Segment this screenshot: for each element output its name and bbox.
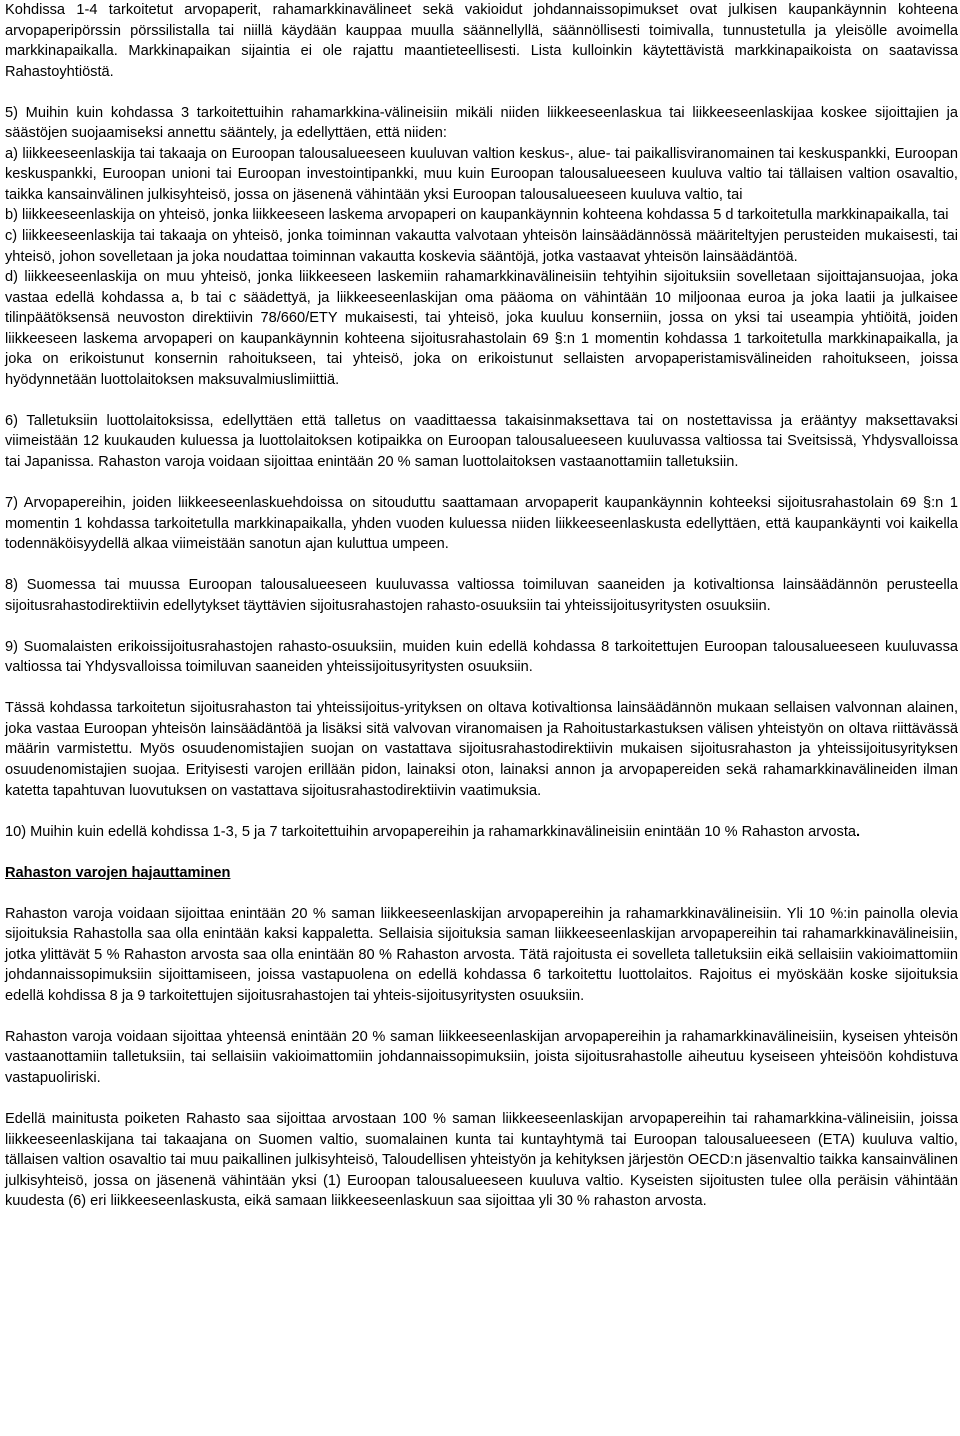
spread-paragraph-2: Rahaston varoja voidaan sijoittaa yhteensä enintään 20 % saman liikkeeseenlaskijan arvopapereihin ja rahamarkkinavälineisiin, kyseisen yhteisön vastaanottamiin talletuksiin, tai sellaisiin vakioimattomiin johdannaissopimuksiin, joista sijoitusrahastolle aiheutuu kyseiseen yhteisöön kohdistuva vastapuoliriski. [5, 1028, 958, 1086]
spread-paragraph-1: Rahaston varoja voidaan sijoittaa enintään 20 % saman liikkeeseenlaskijan arvopapereihin ja rahamarkkinavälineisiin. Yli 10 %:in painolla olevia sijoituksia Rahastolla saa olla enintään kaksi kappaletta. Sellaisia sijoituksia saman liikkeeseenlaskijan arvopapereihin tai rahamarkkinavälineisiin, jotka ylittävät 5 % Rahaston arvosta saa olla enintään 80 % Rahaston arvosta. Tätä rajoitusta ei sovelleta talletuksiin eikä sellaisiin vakioimattomiin johdannaissopimuksiin sijoittamiseen, joissa vastapuolena on edellä kohdassa 6 tarkoitettu luottolaitos. Rajoitus ei myöskään koske sijoituksia edellä kohdissa 8 ja 9 tarkoitettujen sijoitusrahastojen tai yhteis-sijoitusyritysten osuuksiin. [5, 905, 958, 1004]
item-5c: c) liikkeeseenlaskija tai takaaja on yhteisö, jonka toiminnan vakautta valvotaan yhteisön lainsäädännössä määriteltyjen perusteiden mukaisesti, tai yhteisö, johon sovelletaan ja joka noudattaa toiminnan vakautta koskevia sääntöjä, jotka vastaavat yhteisön lainsäädäntöä. [5, 227, 958, 265]
paragraph-gap [5, 82, 958, 103]
paragraph-gap [5, 472, 958, 493]
paragraph-gap [5, 678, 958, 699]
paragraph-gap [5, 801, 958, 822]
paragraph-gap [5, 1006, 958, 1027]
item-9: 9) Suomalaisten erikoissijoitusrahastojen rahasto-osuuksiin, muiden kuin edellä kohdassa 8 tarkoitettujen Euroopan talousalueeseen kuuluvassa valtiossa tai Yhdysvalloissa toimiluvan saaneiden yhteissijoitusyritysten osuuksiin. [5, 638, 958, 676]
item-5a: a) liikkeeseenlaskija tai takaaja on Euroopan talousalueeseen kuuluvan valtion keskus-, alue- tai paikallisviranomainen tai keskuspankki, Euroopan keskuspankki, Euroopan unioni tai Euroopan investointipankki, muu kuin Euroopan talousalueeseen kuuluva valtio tai tällaisen valtion osavaltio, taikka kansainvälinen julkisyhteisö, jossa on jäsenenä vähintään yksi Euroopan talousalueeseen kuuluva valtio, tai [5, 145, 958, 203]
paragraph-gap [5, 883, 958, 904]
item-8: 8) Suomessa tai muussa Euroopan talousalueeseen kuuluvassa valtiossa toimiluvan saaneiden ja kotivaltionsa lainsäädännön perusteella sijoitusrahastodirektiivin edellytykset täyttävien sijoitusrahastojen rahasto-osuuksiin tai yhteissijoitusyritysten osuuksiin. [5, 577, 958, 614]
item-7: 7) Arvopapereihin, joiden liikkeeseenlaskuehdoissa on sitouduttu saattamaan arvopaperit kaupankäynnin kohteeksi sijoitusrahastolain 69 §:n 1 momentin 1 kohdassa tarkoitetulla markkinapaikalla, yhden vuoden kuluessa niiden liikkeeseenlaskusta edellyttäen, että kaupankäynti voi kaikella todennäköisyydellä alkaa viimeistään sanotun ajan kuluttua umpeen. [5, 494, 958, 553]
item-10-text: 10) Muihin kuin edellä kohdissa 1-3, 5 ja 7 tarkoitettuihin arvopapereihin ja rahamarkkinavälineisiin enintään 10 % Rahaston arvosta [5, 823, 856, 840]
paragraph-gap [5, 555, 958, 576]
item-6: 6) Talletuksiin luottolaitoksissa, edellyttäen että talletus on vaadittaessa takaisinmaksettava tai on nostettavissa ja erääntyy maksettavaksi viimeistään 12 kuukauden kuluessa ja luottolaitoksen kotipaikka on Euroopan talousalueeseen kuuluvassa valtiossa tai Sveitsissä, Yhdysvalloissa tai Japanissa. Rahaston varoja voidaan sijoittaa enintään 20 % saman luottolaitoksen vastaanottamiin talletuksiin. [5, 412, 958, 470]
intro-paragraph: Kohdissa 1-4 tarkoitetut arvopaperit, rahamarkkinavälineet sekä vakioidut johdannaissopimukset ovat julkisen kaupankäynnin kohteena arvopaperipörssin pörssilistalla tai niillä käydään kauppaa muulla säännellyllä, säännöllisesti toimivalla, tunnustetulla ja yleisölle avoimella markkinapaikalla. Markkinapaikan sijaintia ei ole rajattu maantieteellisesti. Lista kulloinkin käytettävistä markkinapaikoista on saatavissa Rahastoyhtiöstä. [5, 2, 958, 80]
section-heading-text: Rahaston varojen hajauttaminen [5, 864, 231, 881]
item-5d: d) liikkeeseenlaskija on muu yhteisö, jonka liikkeeseen laskemiin rahamarkkinavälineisiin tehtyihin sijoituksiin sovelletaan sijoittajansuojaa, joka vastaa edellä kohdassa a, b tai c säädettyä, ja liikkeeseenlaskijan oma pääoma on vähintään 10 miljoonaa euroa ja joka laatii ja julkaisee tilinpäätöksensä neuvoston direktiivin 78/660/ETY mukaisesti, tai yhteisö, joka kuuluu konserniin, jossa on yksi tai useampia yhtiöitä, joiden liikkeeseen laskema arvopaperi on kaupankäynnin kohteena sijoitusrahastolain 69 §:n 1 momentin kohdassa 1 tarkoitetulla markkinapaikalla, ja joka on erikoistunut konsernin rahoitukseen, tai yhteisö, joka on erikoistunut sellaisten arvopaperistamisvälineiden rahoitukseen, joissa hyödynnetään luottolaitoksen maksuvalmiuslimiittiä. [5, 269, 958, 388]
item-9-note: Tässä kohdassa tarkoitetun sijoitusrahaston tai yhteissijoitus-yrityksen on oltava kotivaltionsa lainsäädännön mukaan sellaisen valvonnan alainen, joka vastaa Euroopan yhteisön lainsäädäntöä ja lisäksi sitä valvovan viranomaisen ja Rahoitustarkastuksen välisen yhteistyön on oltava riittävässä määrin varmistettu. Myös osuudenomistajien suojan on vastattava sijoitusrahastodirektiivin mukaisen sijoitusrahaston ja yhteissijoitusyrityksen osuudenomistajien suojaa. Erityisesti varojen erillään pidon, lainaksi oton, lainaksi annon ja arvopapereiden sekä rahamarkkinavälineiden ilman katetta tapahtuvan luovutuksen on vastattava sijoitusrahastodirektiivin vaatimuksia. [5, 700, 958, 799]
item-10-end: . [856, 823, 861, 840]
paragraph-gap [5, 1089, 958, 1110]
paragraph-gap [5, 842, 958, 863]
paragraph-gap [5, 390, 958, 411]
document-page [5, 0, 958, 1212]
item-5b: b) liikkeeseenlaskija on yhteisö, jonka liikkeeseen laskema arvopaperi on kaupankäynnin kohteena kohdassa 5 d tarkoitetulla markkinapaikalla, tai [5, 207, 949, 224]
item-10 [5, 822, 958, 843]
paragraph-gap [5, 616, 958, 637]
item-5-intro: 5) Muihin kuin kohdassa 3 tarkoitettuihin rahamarkkina-välineisiin mikäli niiden liikkeeseenlaskua tai liikkeeseenlaskijaa koskee sijoittajien ja säästöjen suojaamiseksi annettu sääntely, ja edellyttäen, että niiden: [5, 104, 958, 142]
section-heading [5, 863, 958, 884]
spread-paragraph-3: Edellä mainitusta poiketen Rahasto saa sijoittaa arvostaan 100 % saman liikkeeseenlaskijan arvopapereihin tai rahamarkkina-välineisiin, joissa liikkeeseenlaskijana tai takaajana on Suomen valtio, suomalainen kunta tai kuntayhtymä tai Euroopan talousalueeseen (ETA) kuuluva valtio, tällaisen valtion osavaltio tai muu paikallinen julkisyhteisö, Taloudellisen yhteistyön ja kehityksen järjestön OECD:n jäsenvaltio taikka kansainvälinen julkisyhteisö, jossa on jäsenenä vähintään yksi (1) Euroopan talousalueeseen kuuluva valtio. Kyseisten sijoitusten tulee olla peräisin vähintään kuudesta (6) eri liikkeeseenlaskusta, eikä samaan liikkeeseenlaskuun saa sijoittaa yli 30 % rahaston arvosta. [5, 1111, 958, 1210]
